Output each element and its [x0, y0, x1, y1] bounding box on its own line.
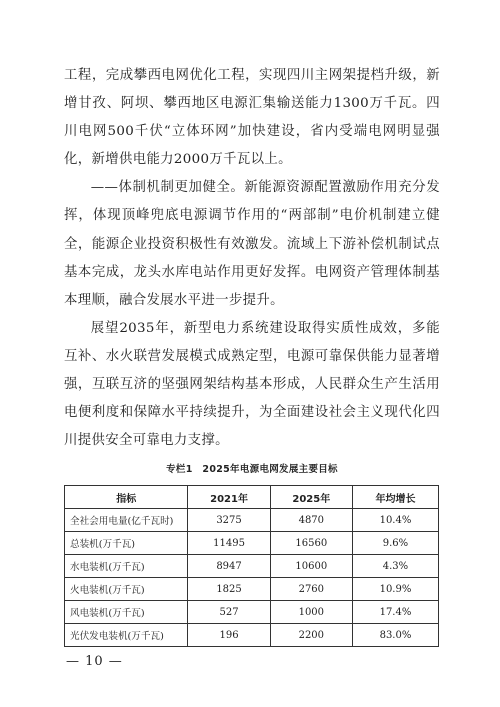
row-growth: 4.3%: [352, 555, 438, 578]
row-2025: 16560: [270, 532, 352, 555]
row-growth: 83.0%: [352, 624, 438, 647]
paragraph-2035-outlook: 展望2035年，新型电力系统建设取得实质性成效，多能互补、水火联营发展模式成熟定型，电源可靠保供能力显著增强，互联互济的坚强网架结构基本形成，人民群众生产生活用电便利度和保障水平持续提升，为全面建设社会主义现代化四川提供安全可靠电力支撑。: [64, 320, 440, 449]
header-annual-growth: 年均增长: [352, 486, 438, 509]
row-growth: 10.9%: [352, 578, 438, 601]
row-2021: 3275: [188, 509, 270, 532]
row-2025: 2760: [270, 578, 352, 601]
row-2025: 10600: [270, 555, 352, 578]
row-2021: 1825: [188, 578, 270, 601]
row-growth: 9.6%: [352, 532, 438, 555]
row-name: 总装机(万千瓦): [65, 532, 188, 555]
row-name: 风电装机(万千瓦): [65, 601, 188, 624]
table-row: [65, 555, 439, 578]
row-2021: 11495: [188, 532, 270, 555]
table-caption: 专栏1 2025年电源电网发展主要目标: [166, 464, 338, 476]
row-2025: 1000: [270, 601, 352, 624]
table-row: [65, 624, 439, 647]
row-2025: 2200: [270, 624, 352, 647]
row-growth: 17.4%: [352, 601, 438, 624]
row-2025: 4870: [270, 509, 352, 532]
row-name: 全社会用电量(亿千瓦时): [65, 509, 188, 532]
table-row: [65, 578, 439, 601]
paragraph-mechanism: ——体制机制更加健全。新能源资源配置激励作用充分发挥，体现顶峰兜底电源调节作用的“两部制”电价机制建立健全，能源企业投资积极性有效激发。流域上下游补偿机制试点基本完成，龙头水库电站作用更好发挥。电网资产管理体制基本理顺，融合发展水平进一步提升。: [64, 180, 440, 308]
table-header-row: [65, 486, 439, 509]
page-number: — 10 —: [66, 654, 123, 669]
table-row: [65, 532, 439, 555]
row-2021: 527: [188, 601, 270, 624]
row-2021: 8947: [188, 555, 270, 578]
row-growth: 10.4%: [352, 509, 438, 532]
header-indicator: 指标: [65, 486, 188, 509]
header-2025: 2025年: [270, 486, 352, 509]
paragraph-grid-construction: 工程，完成攀西电网优化工程，实现四川主网架提档升级，新增甘孜、阿坝、攀西地区电源汇集输送能力1300万千瓦。四川电网500千伏“立体环网”加快建设，省内受端电网明显强化，新增供电能力2000万千瓦以上。: [64, 68, 440, 168]
row-name: 光伏发电装机(万千瓦): [65, 624, 188, 647]
document-page: [64, 62, 440, 647]
row-2021: 196: [188, 624, 270, 647]
row-name: 水电装机(万千瓦): [65, 555, 188, 578]
table-row: [65, 601, 439, 624]
header-2021: 2021年: [188, 486, 270, 509]
table-row: [65, 509, 439, 532]
targets-table: [64, 485, 439, 647]
row-name: 火电装机(万千瓦): [65, 578, 188, 601]
